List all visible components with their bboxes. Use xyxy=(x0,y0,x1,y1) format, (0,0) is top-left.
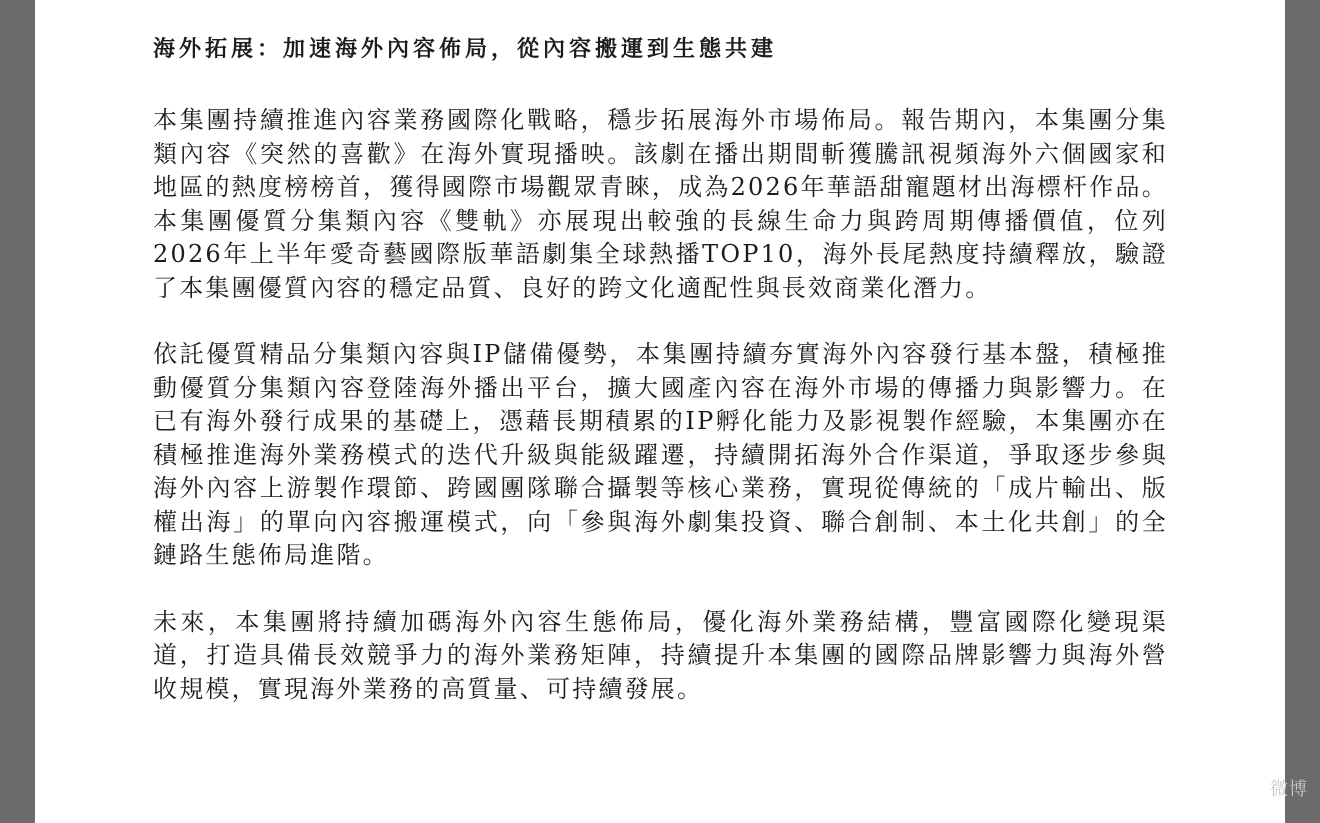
document-content xyxy=(153,22,1168,739)
paragraph-1: 本集團持續推進內容業務國際化戰略，穩步拓展海外市場佈局。報告期內，本集團分集類內容《突然的喜歡》在海外實現播映。該劇在播出期間斬獲騰訊視頻海外六個國家和地區的熱度榜榜首，獲得國際市場觀眾青睞，成為2026年華語甜寵題材出海標杆作品。本集團優質分集類內容《雙軌》亦展現出較強的長線生命力與跨周期傳播價值，位列2026年上半年愛奇藝國際版華語劇集全球熱播TOP10，海外長尾熱度持續釋放，驗證了本集團優質內容的穩定品質、良好的跨文化適配性與長效商業化潛力。 xyxy=(153,106,1168,302)
paragraph-3: 未來，本集團將持續加碼海外內容生態佈局，優化海外業務結構，豐富國際化變現渠道，打造具備長效競爭力的海外業務矩陣，持續提升本集團的國際品牌影響力與海外營收規模，實現海外業務的高質量、可持續發展。 xyxy=(153,607,1168,703)
paragraph-2: 依託優質精品分集類內容與IP儲備優勢，本集團持續夯實海外內容發行基本盤，積極推動優質分集類內容登陸海外播出平台，擴大國產內容在海外市場的傳播力與影響力。在已有海外發行成果的基礎上，憑藉長期積累的IP孵化能力及影視製作經驗，本集團亦在積極推進海外業務模式的迭代升級與能級躍遷，持續開拓海外合作渠道，爭取逐步參與海外內容上游製作環節、跨國團隊聯合攝製等核心業務，實現從傳統的「成片輸出、版權出海」的單向內容搬運模式，向「參與海外劇集投資、聯合創制、本土化共創」的全鏈路生態佈局進階。 xyxy=(153,340,1168,569)
watermark-text: 微博 xyxy=(1270,779,1308,800)
document-page xyxy=(35,0,1285,823)
section-heading: 海外拓展：加速海外內容佈局，從內容搬運到生態共建 xyxy=(153,36,778,62)
